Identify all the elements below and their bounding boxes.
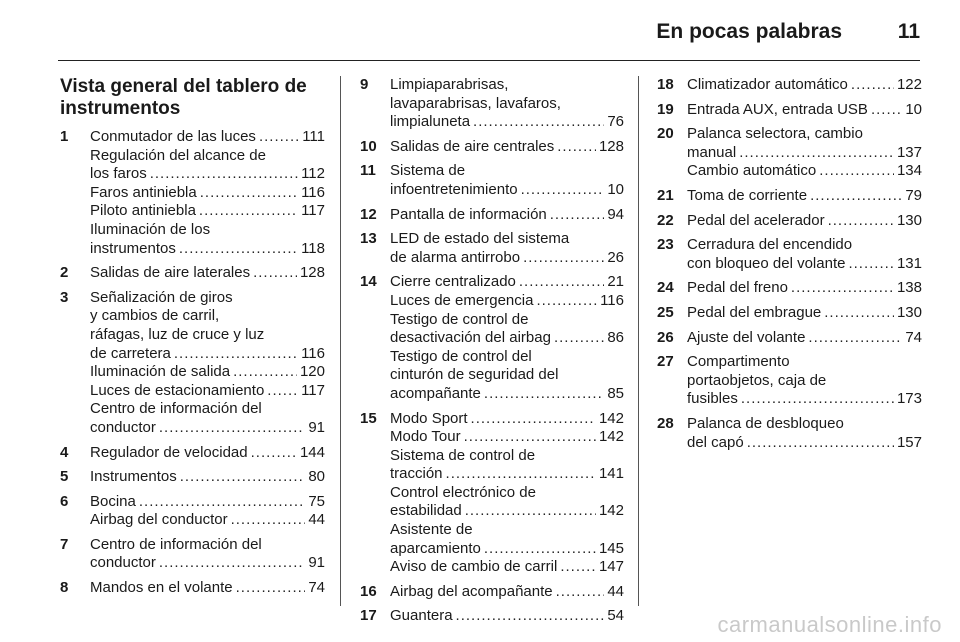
dot-leader xyxy=(159,419,305,438)
page-reference: 128 xyxy=(598,137,624,155)
page-reference: 145 xyxy=(598,539,624,557)
entry-line xyxy=(90,493,325,512)
entry-number: 24 xyxy=(657,279,674,297)
page-reference: 75 xyxy=(308,492,325,510)
entry-line xyxy=(687,144,922,163)
entry-line xyxy=(390,206,624,225)
entry-line xyxy=(90,128,325,147)
entry-text: cinturón de seguridad del xyxy=(390,366,559,384)
entry-text: Limpiaparabrisas, xyxy=(390,76,509,93)
entry-line xyxy=(390,465,624,484)
entry-text: Testigo de control del xyxy=(390,347,532,365)
entry-line xyxy=(390,181,624,200)
page-reference: 134 xyxy=(896,162,922,180)
dot-leader xyxy=(464,428,596,447)
entry-line xyxy=(390,230,624,249)
index-entry xyxy=(360,138,624,157)
entry-line xyxy=(90,579,325,598)
entry-line xyxy=(90,536,325,555)
entry-text: Control electrónico de xyxy=(390,483,536,501)
entry-line xyxy=(687,329,922,348)
entry-line xyxy=(390,95,624,114)
dot-leader xyxy=(180,468,306,487)
entry-line xyxy=(90,554,325,573)
entry-text: conductor xyxy=(90,418,156,436)
entry-text: Instrumentos xyxy=(90,468,177,486)
page-reference: 91 xyxy=(308,554,325,572)
index-entry xyxy=(60,536,325,573)
entry-text: y cambios de carril, xyxy=(90,307,220,325)
page-reference: 44 xyxy=(607,582,624,600)
entry-text: Regulación del alcance de xyxy=(90,146,266,164)
watermark: carmanualsonline.info xyxy=(717,612,942,637)
entry-text: Piloto antiniebla xyxy=(90,202,196,220)
entry-number: 28 xyxy=(657,414,674,432)
entry-line xyxy=(390,607,624,626)
page-reference: 86 xyxy=(607,329,624,347)
entry-number: 5 xyxy=(60,468,69,486)
entry-text: de carretera xyxy=(90,344,171,362)
dot-leader xyxy=(739,144,894,163)
index-entry xyxy=(360,607,624,626)
entry-text: Pedal del freno xyxy=(687,279,788,297)
index-entry xyxy=(360,76,624,132)
entry-text: desactivación del airbag xyxy=(390,329,551,347)
section-heading: Vista general del tablero de instrumentos xyxy=(60,76,307,119)
entry-text: Toma de corriente xyxy=(687,186,808,204)
page-reference: 118 xyxy=(301,239,325,257)
entry-text: Señalización de giros xyxy=(90,288,233,306)
entry-line xyxy=(90,147,325,166)
dot-leader xyxy=(236,579,306,598)
column-divider xyxy=(340,76,341,606)
entry-text: Pantalla de información xyxy=(390,205,547,223)
dot-leader xyxy=(174,345,298,364)
entry-number: 13 xyxy=(360,230,377,248)
page-reference: 122 xyxy=(896,76,922,93)
entry-line xyxy=(687,236,922,255)
entry-line xyxy=(687,76,922,95)
entry-line xyxy=(390,273,624,292)
dot-leader xyxy=(150,165,298,184)
index-entry xyxy=(657,125,922,181)
page-reference: 80 xyxy=(308,468,325,486)
entry-text: Iluminación de los xyxy=(90,220,211,238)
entry-line xyxy=(90,202,325,221)
entry-line xyxy=(390,583,624,602)
entry-line xyxy=(390,76,624,95)
entry-line xyxy=(90,326,325,345)
entry-text: Airbag del conductor xyxy=(90,511,228,529)
entry-line xyxy=(390,311,624,330)
entry-list-3 xyxy=(657,76,922,452)
entry-text: Testigo de control de xyxy=(390,310,529,328)
entry-line xyxy=(390,502,624,521)
page-reference: 76 xyxy=(607,113,624,131)
dot-leader xyxy=(810,187,902,206)
page-reference: 44 xyxy=(308,511,325,529)
entry-text: con bloqueo del volante xyxy=(687,254,846,272)
entry-number: 27 xyxy=(657,353,674,371)
entry-text: Ajuste del volante xyxy=(687,328,806,346)
entry-text: Guantera xyxy=(390,607,453,625)
entry-line xyxy=(390,113,624,132)
entry-text: Iluminación de salida xyxy=(90,363,231,381)
dot-leader xyxy=(231,511,306,530)
dot-leader xyxy=(747,434,894,453)
dot-leader xyxy=(253,264,297,283)
index-entry xyxy=(657,101,922,120)
entry-line xyxy=(390,249,624,268)
page-reference: 141 xyxy=(598,465,624,483)
entry-number: 6 xyxy=(60,492,69,510)
entry-number: 14 xyxy=(360,273,377,291)
entry-number: 22 xyxy=(657,211,674,229)
entry-number: 4 xyxy=(60,443,69,461)
index-entry xyxy=(657,187,922,206)
entry-line xyxy=(90,221,325,240)
entry-text: Climatizador automático xyxy=(687,76,848,93)
page-reference: 10 xyxy=(607,180,624,198)
entry-line xyxy=(390,329,624,348)
page-reference: 137 xyxy=(896,143,922,161)
dot-leader xyxy=(523,249,604,268)
entry-text: Centro de información del xyxy=(90,400,262,418)
index-entry xyxy=(360,410,624,577)
dot-leader xyxy=(554,329,604,348)
entry-line xyxy=(687,353,922,372)
index-entry xyxy=(657,329,922,348)
entry-number: 20 xyxy=(657,125,674,143)
index-entry xyxy=(60,264,325,283)
entry-line xyxy=(90,345,325,364)
page-reference: 144 xyxy=(299,443,325,461)
index-entry xyxy=(60,468,325,487)
entry-line xyxy=(687,304,922,323)
entry-text: Cierre centralizado xyxy=(390,273,516,291)
index-entry xyxy=(360,230,624,267)
dot-leader xyxy=(791,279,894,298)
entry-line xyxy=(390,484,624,503)
page-reference: 116 xyxy=(600,291,624,309)
dot-leader xyxy=(824,304,894,323)
dot-leader xyxy=(484,540,596,559)
entry-number: 15 xyxy=(360,409,377,427)
entry-text: ráfagas, luz de cruce y luz xyxy=(90,325,265,343)
dot-leader xyxy=(871,101,902,120)
entry-text: Airbag del acompañante xyxy=(390,582,553,600)
entry-line xyxy=(390,292,624,311)
dot-leader xyxy=(473,113,604,132)
entry-number: 1 xyxy=(60,128,69,145)
entry-text: Luces de emergencia xyxy=(390,291,534,309)
page-reference: 54 xyxy=(607,607,624,625)
index-entry xyxy=(360,583,624,602)
column-2 xyxy=(360,76,624,632)
entry-text: Sistema de xyxy=(390,162,466,180)
entry-text: instrumentos xyxy=(90,239,176,257)
entry-number: 2 xyxy=(60,264,69,282)
entry-text: Salidas de aire centrales xyxy=(390,137,555,155)
entry-text: Faros antiniebla xyxy=(90,183,197,201)
entry-line xyxy=(687,162,922,181)
page-reference: 142 xyxy=(598,502,624,520)
entry-text: Regulador de velocidad xyxy=(90,443,248,461)
page-reference: 74 xyxy=(905,328,922,346)
entry-text: Mandos en el volante xyxy=(90,579,233,597)
entry-number: 23 xyxy=(657,236,674,254)
entry-text: fusibles xyxy=(687,390,738,408)
index-entry xyxy=(657,76,922,95)
entry-number: 11 xyxy=(360,162,376,180)
entry-text: estabilidad xyxy=(390,502,462,520)
page-reference: 173 xyxy=(896,390,922,408)
dot-leader xyxy=(456,607,605,626)
index-entry xyxy=(657,236,922,273)
entry-text: acompañante xyxy=(390,384,481,402)
entry-line xyxy=(687,187,922,206)
page-reference: 147 xyxy=(598,558,624,576)
entry-text: Aviso de cambio de carril xyxy=(390,558,558,576)
page-reference: 157 xyxy=(896,433,922,451)
entry-text: Salidas de aire laterales xyxy=(90,264,251,282)
dot-leader xyxy=(741,390,894,409)
dot-leader xyxy=(159,554,305,573)
entry-text: tracción xyxy=(390,465,443,483)
dot-leader xyxy=(259,128,299,147)
entry-text: Modo Tour xyxy=(390,428,461,446)
entry-line xyxy=(687,101,922,120)
index-entry xyxy=(60,444,325,463)
dot-leader xyxy=(465,502,596,521)
entry-text: aparcamiento xyxy=(390,539,481,557)
entry-number: 3 xyxy=(60,288,69,306)
entry-line xyxy=(390,138,624,157)
page-header xyxy=(0,14,960,50)
column-1 xyxy=(60,76,325,604)
entry-line xyxy=(90,444,325,463)
page-reference: 85 xyxy=(607,384,624,402)
index-entry xyxy=(60,289,325,438)
entry-line xyxy=(687,125,922,144)
page-reference: 111 xyxy=(302,128,325,145)
page-reference: 26 xyxy=(607,248,624,266)
dot-leader xyxy=(446,465,596,484)
header-rule xyxy=(58,60,920,61)
entry-line xyxy=(390,521,624,540)
entry-text: manual xyxy=(687,143,737,161)
dot-leader xyxy=(557,138,596,157)
entry-line xyxy=(90,264,325,283)
page-reference: 131 xyxy=(896,254,922,272)
page-reference: 74 xyxy=(308,579,325,597)
entry-text: Cambio automático xyxy=(687,162,817,180)
page-reference: 116 xyxy=(301,344,325,362)
index-entry xyxy=(657,279,922,298)
dot-leader xyxy=(484,385,604,404)
entry-line xyxy=(390,447,624,466)
dot-leader xyxy=(848,255,894,274)
entry-line xyxy=(90,184,325,203)
dot-leader xyxy=(536,292,597,311)
entry-text: Entrada AUX, entrada USB xyxy=(687,100,868,118)
entry-line xyxy=(390,428,624,447)
entry-list-1 xyxy=(60,128,325,598)
entry-number: 9 xyxy=(360,76,369,93)
entry-line xyxy=(390,162,624,181)
entry-number: 26 xyxy=(657,328,674,346)
page-reference: 130 xyxy=(896,211,922,229)
entry-line xyxy=(390,385,624,404)
dot-leader xyxy=(233,363,297,382)
entry-text: Palanca de desbloqueo xyxy=(687,414,844,432)
entry-text: Asistente de xyxy=(390,521,473,539)
index-entry xyxy=(60,128,325,258)
entry-line xyxy=(390,348,624,367)
entry-text: Conmutador de las luces xyxy=(90,128,256,145)
entry-line xyxy=(687,212,922,231)
dot-leader xyxy=(200,184,298,203)
dot-leader xyxy=(199,202,298,221)
index-entry xyxy=(60,579,325,598)
entry-text: Modo Sport xyxy=(390,409,468,427)
index-entry xyxy=(360,206,624,225)
index-entry xyxy=(657,415,922,452)
entry-text: del capó xyxy=(687,433,744,451)
entry-number: 10 xyxy=(360,137,377,155)
entry-number: 18 xyxy=(657,76,674,93)
dot-leader xyxy=(819,162,894,181)
page-reference: 79 xyxy=(905,186,922,204)
entry-line xyxy=(687,415,922,434)
entry-line xyxy=(687,255,922,274)
entry-line xyxy=(687,434,922,453)
entry-line xyxy=(90,363,325,382)
entry-number: 21 xyxy=(657,186,674,204)
entry-line xyxy=(390,540,624,559)
entry-text: Pedal del embrague xyxy=(687,303,822,321)
entry-text: Compartimento xyxy=(687,353,790,371)
entry-text: limpialuneta xyxy=(390,113,471,131)
entry-line xyxy=(90,307,325,326)
page-reference: 112 xyxy=(301,165,325,183)
entry-text: los faros xyxy=(90,165,147,183)
index-entry xyxy=(657,304,922,323)
entry-list-2 xyxy=(360,76,624,626)
dot-leader xyxy=(560,558,596,577)
entry-line xyxy=(90,468,325,487)
entry-text: LED de estado del sistema xyxy=(390,230,570,248)
entry-number: 17 xyxy=(360,607,377,625)
entry-line xyxy=(390,558,624,577)
entry-text: Pedal del acelerador xyxy=(687,211,825,229)
index-entry xyxy=(60,493,325,530)
entry-text: portaobjetos, caja de xyxy=(687,371,827,389)
dot-leader xyxy=(471,410,596,429)
entry-text: Bocina xyxy=(90,492,136,510)
page-reference: 10 xyxy=(905,100,922,118)
index-entry xyxy=(360,162,624,199)
entry-number: 8 xyxy=(60,579,69,597)
entry-text: infoentretenimiento xyxy=(390,180,518,198)
entry-text: lavaparabrisas, lavafaros, xyxy=(390,94,561,112)
page-reference: 142 xyxy=(598,409,624,427)
entry-line xyxy=(90,511,325,530)
entry-number: 7 xyxy=(60,535,69,553)
entry-line xyxy=(90,240,325,259)
entry-line xyxy=(687,279,922,298)
page-reference: 128 xyxy=(299,264,325,282)
page-reference: 117 xyxy=(301,381,325,399)
page-reference: 21 xyxy=(607,273,624,291)
entry-number: 12 xyxy=(360,205,377,223)
entry-line xyxy=(90,400,325,419)
page-reference: 142 xyxy=(598,428,624,446)
page-reference: 130 xyxy=(896,303,922,321)
entry-text: Sistema de control de xyxy=(390,446,536,464)
page-reference: 91 xyxy=(308,418,325,436)
dot-leader xyxy=(519,273,604,292)
entry-line xyxy=(687,390,922,409)
page-reference: 117 xyxy=(301,202,325,220)
index-entry xyxy=(657,212,922,231)
page-reference: 120 xyxy=(299,363,325,381)
page-title: En pocas palabras xyxy=(656,20,842,43)
entry-line xyxy=(90,289,325,308)
entry-number: 19 xyxy=(657,100,674,118)
index-entry xyxy=(360,273,624,403)
entry-line xyxy=(687,372,922,391)
entry-number: 25 xyxy=(657,303,674,321)
entry-line xyxy=(90,382,325,401)
entry-text: de alarma antirrobo xyxy=(390,248,521,266)
dot-leader xyxy=(556,583,605,602)
dot-leader xyxy=(521,181,605,200)
dot-leader xyxy=(179,240,298,259)
entry-text: Cerradura del encendido xyxy=(687,236,853,254)
dot-leader xyxy=(808,329,902,348)
page-reference: 94 xyxy=(607,205,624,223)
entry-line xyxy=(90,419,325,438)
dot-leader xyxy=(139,493,305,512)
index-entry xyxy=(657,353,922,409)
dot-leader xyxy=(550,206,605,225)
entry-line xyxy=(390,410,624,429)
page-reference: 116 xyxy=(301,183,325,201)
page-reference: 138 xyxy=(896,279,922,297)
column-divider xyxy=(638,76,639,606)
dot-leader xyxy=(851,76,894,95)
column-3 xyxy=(657,76,922,458)
page-number: 11 xyxy=(897,20,920,43)
entry-text: Palanca selectora, cambio xyxy=(687,125,863,143)
entry-line xyxy=(390,366,624,385)
entry-text: Luces de estacionamiento xyxy=(90,381,265,399)
dot-leader xyxy=(267,382,298,401)
dot-leader xyxy=(828,212,894,231)
dot-leader xyxy=(251,444,297,463)
entry-text: Centro de información del xyxy=(90,535,262,553)
entry-number: 16 xyxy=(360,582,377,600)
entry-text: conductor xyxy=(90,554,156,572)
entry-line xyxy=(90,165,325,184)
